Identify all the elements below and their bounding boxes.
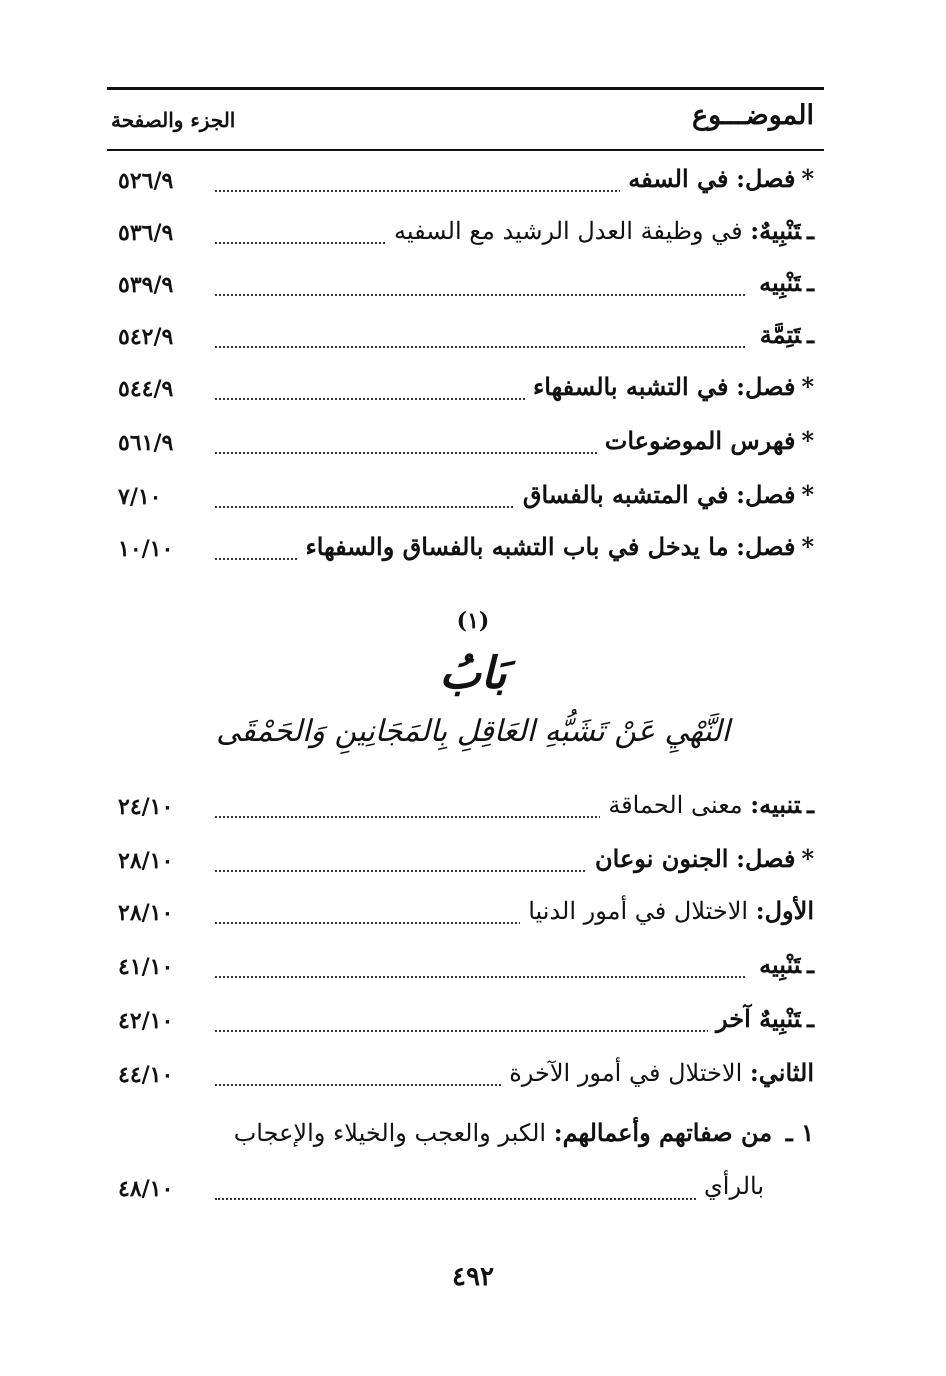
leader-dots bbox=[215, 346, 745, 348]
entry-page: ٤٢/١٠ bbox=[118, 1008, 174, 1034]
entry-text: بالرأي bbox=[696, 1172, 764, 1200]
entry-text: *فصل: في التشبه بالسفهاء bbox=[525, 372, 814, 401]
toc-entry[interactable] bbox=[110, 1056, 820, 1096]
entry-page: ٧/١٠ bbox=[118, 484, 162, 510]
entry-text: *فصل: ما يدخل في باب التشبه بالفساق والسفهاء bbox=[298, 532, 815, 561]
entry-text: *فهرس الموضوعات bbox=[597, 426, 814, 455]
section-subtitle: النَّهْيِ عَنْ تَشَبُّهِ العَاقِلِ بِالمَجَانِينِ وَالحَمْقَى bbox=[216, 714, 730, 749]
entry-page: ٢٨/١٠ bbox=[118, 848, 174, 874]
top-rule bbox=[107, 87, 824, 90]
entry-page: ٢٤/١٠ bbox=[118, 794, 174, 820]
entry-text: ـتَتِمَّة bbox=[752, 320, 814, 349]
entry-page: ٤٨/١٠ bbox=[118, 1176, 174, 1202]
entry-page: ٤١/١٠ bbox=[118, 954, 174, 980]
toc-entry[interactable] bbox=[110, 214, 820, 254]
entry-text: ـتَنْبِيهٌ آخر bbox=[708, 1004, 814, 1033]
header-rule bbox=[107, 149, 824, 151]
header-page: الجزء والصفحة bbox=[111, 108, 236, 132]
entry-text: الثاني: الاختلال في أمور الآخرة bbox=[501, 1058, 814, 1087]
entry-page: ٥٣٩/٩ bbox=[118, 272, 174, 298]
toc-entry[interactable] bbox=[110, 1002, 820, 1042]
table-header bbox=[107, 100, 824, 142]
entry-page: ٥٤٤/٩ bbox=[118, 376, 174, 402]
section-number: (١) bbox=[456, 608, 490, 634]
entry-text: ـتَنْبِيهٌ: في وظيفة العدل الرشيد مع السفيه bbox=[386, 216, 814, 245]
toc-entry[interactable] bbox=[110, 894, 820, 934]
entry-page: ١٠/١٠ bbox=[118, 536, 174, 562]
page-number: ٤٩٢ bbox=[452, 1262, 494, 1292]
entry-page: ٥٢٦/٩ bbox=[118, 168, 174, 194]
toc-entry[interactable] bbox=[110, 788, 820, 828]
toc-entry[interactable] bbox=[110, 370, 820, 410]
toc-entry[interactable] bbox=[110, 478, 820, 518]
leader-dots bbox=[215, 1030, 745, 1032]
entry-page: ٥٤٢/٩ bbox=[118, 324, 174, 350]
leader-dots bbox=[215, 294, 745, 296]
toc-entry[interactable] bbox=[110, 318, 820, 358]
leader-dots bbox=[215, 976, 745, 978]
toc-entry[interactable] bbox=[110, 162, 820, 202]
entry-text: *فصل: الجنون نوعان bbox=[587, 844, 814, 873]
entry-text: ـتنبيه: معنى الحماقة bbox=[600, 790, 814, 819]
entry-text: الأول: الاختلال في أمور الدنيا bbox=[520, 896, 814, 925]
entry-text: ـتَنْبِيه bbox=[751, 268, 814, 297]
toc-entry[interactable] bbox=[110, 842, 820, 882]
entry-page: ٥٦١/٩ bbox=[118, 430, 174, 456]
toc-entry[interactable] bbox=[110, 266, 820, 306]
section-title: بَابُ bbox=[439, 648, 507, 699]
toc-entry[interactable] bbox=[110, 424, 820, 464]
entry-page: ٤٤/١٠ bbox=[118, 1062, 174, 1088]
entry-text: ـتَنْبِيه bbox=[751, 950, 814, 979]
toc-entry[interactable] bbox=[110, 530, 820, 570]
entry-text: *فصل: في السفه bbox=[620, 164, 814, 193]
toc-entry[interactable] bbox=[110, 1170, 820, 1210]
entry-page: ٢٨/١٠ bbox=[118, 900, 174, 926]
toc-entry[interactable] bbox=[110, 948, 820, 988]
entry-page: ٥٣٦/٩ bbox=[118, 220, 174, 246]
entry-text: *فصل: في المتشبه بالفساق bbox=[515, 480, 814, 509]
entry-text: ١ ـ من صفاتهم وأعمالهم: الكبر والعجب والخيلاء والإعجاب bbox=[233, 1118, 814, 1147]
header-topic: الموضـــوع bbox=[691, 100, 814, 131]
leader-dots bbox=[215, 1198, 715, 1200]
toc-entry-multiline-first[interactable] bbox=[110, 1118, 820, 1158]
